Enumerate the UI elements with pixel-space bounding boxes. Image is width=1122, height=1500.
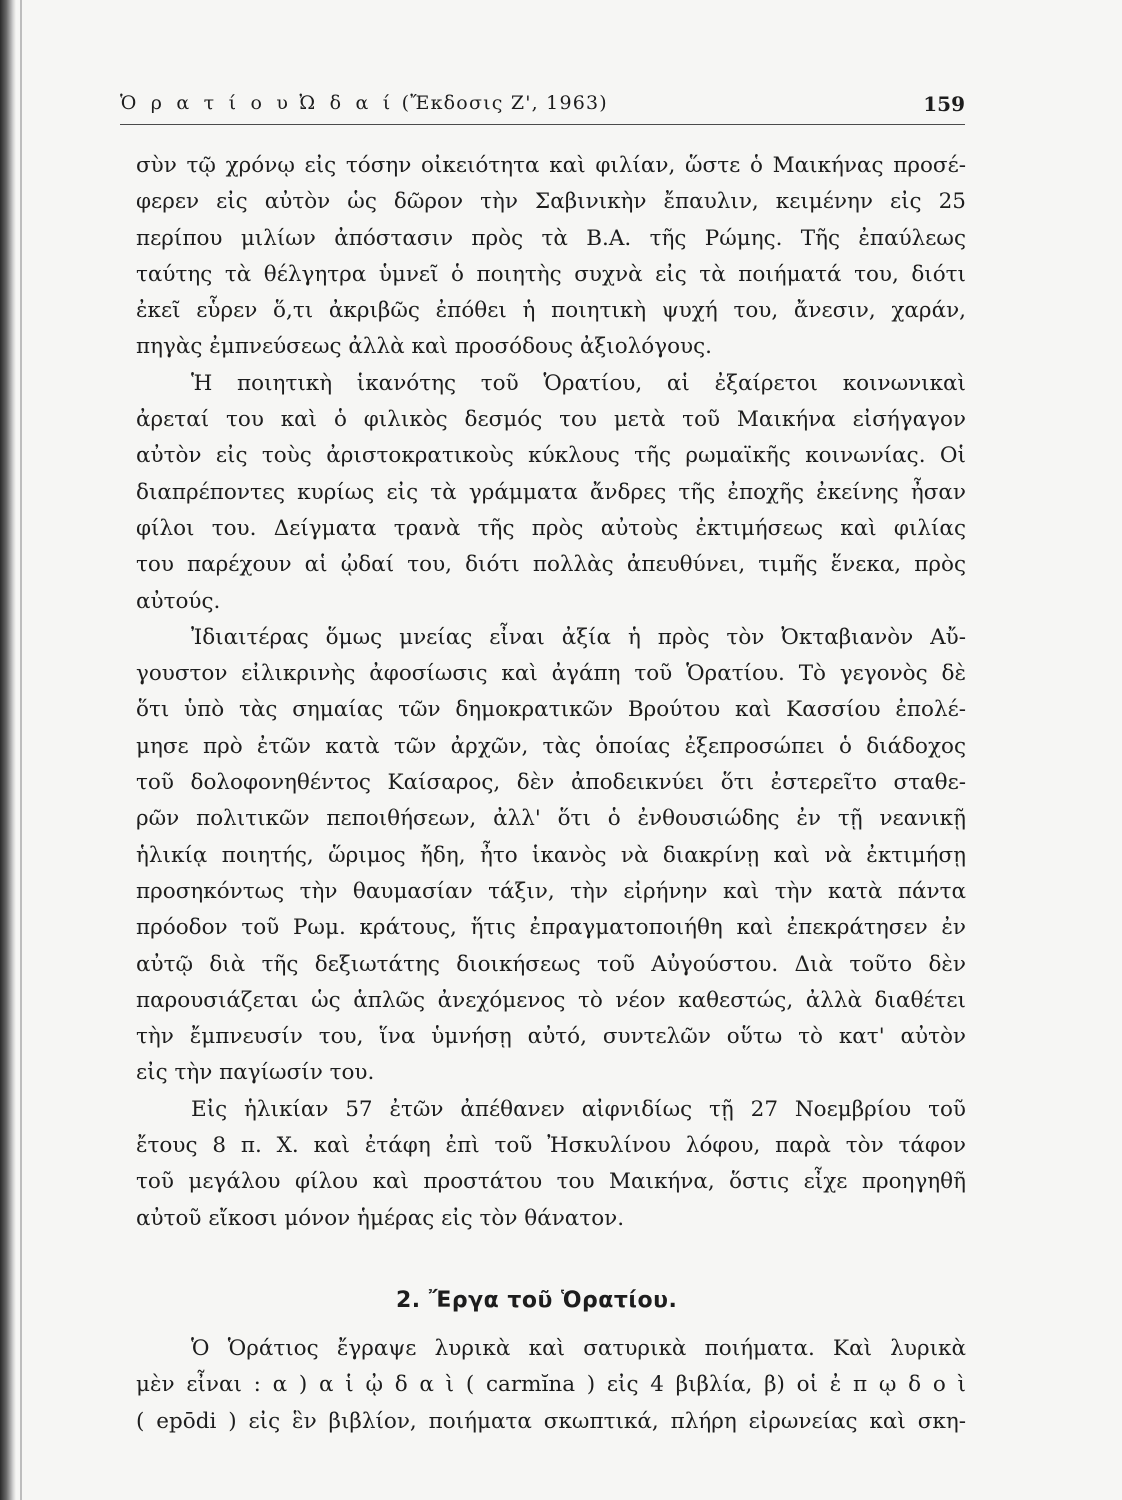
text-line: μησε πρὸ ἐτῶν κατὰ τῶν ἀρχῶν, τὰς ὁποίας ἐξεπροσώπει ὁ διάδοχος [136,733,966,759]
text-line: πρόοδον τοῦ Ρωμ. κράτους, ἥτις ἐπραγματοποιήθη καὶ ἐπεκράτησεν ἐν [136,915,966,941]
text-line: σὺν τῷ χρόνῳ εἰς τόσην οἰκειότητα καὶ φιλίαν, ὥστε ὁ Μαικήνας προσέ- [136,153,966,178]
text-line: Ἰδιαιτέρας ὅμως μνείας εἶναι ἀξία ἡ πρὸς τὸν Ὀκταβιανὸν Αὔ- [191,624,966,650]
paragraph-4 [136,1092,966,1237]
text-line: ρῶν πολιτικῶν πεποιθήσεων, ἀλλ' ὅτι ὁ ἐνθουσιώδης ἐν τῇ νεανικῇ [136,806,966,832]
header-rule [120,124,965,125]
text-line: αὐτοῦ εἴκοσι μόνον ἡμέρας εἰς τὸν θάνατον. [136,1205,625,1231]
paragraph-3 [136,620,966,1092]
text-line: ἐκεῖ εὗρεν ὅ,τι ἀκριβῶς ἐπόθει ἡ ποιητικὴ ψυχή του, ἄνεσιν, χαράν, [136,298,966,324]
text-line: ἀρεταί του καὶ ὁ φιλικὸς δεσμός του μετὰ τοῦ Μαικήνα εἰσήγαγον [136,407,966,433]
section-spacer [136,1237,966,1279]
text-line: Ἡ ποιητικὴ ἱκανότης τοῦ Ὁρατίου, αἱ ἐξαίρετοι κοινωνικαὶ [191,370,966,396]
text-line: πηγὰς ἐμπνεύσεως ἀλλὰ καὶ προσόδους ἀξιολόγους. [136,334,712,360]
text-line: αὐτῷ διὰ τῆς δεξιωτάτης διοικήσεως τοῦ Αὐγούστου. Διὰ τοῦτο δὲν [136,951,966,977]
text-line: ταύτης τὰ θέλγητρα ὑμνεῖ ὁ ποιητὴς συχνὰ εἰς τὰ ποιήματά του, διότι [136,261,966,287]
text-line: προσηκόντως τὴν θαυμασίαν τάξιν, τὴν εἰρήνην καὶ τὴν κατὰ πάντα [136,878,966,904]
text-line: αὐτὸν εἰς τοὺς ἀριστοκρατικοὺς κύκλους τῆς ρωμαϊκῆς κοινωνίας. Οἱ [136,443,966,469]
text-line: εἰς τὴν παγίωσίν του. [136,1060,375,1086]
paragraph-2 [136,366,966,620]
paragraph-5 [136,1331,966,1440]
running-head-title [120,92,608,114]
text-line: ἔτους 8 π. Χ. καὶ ἐτάφη ἐπὶ τοῦ Ἠσκυλίνου λόφου, παρὰ τὸν τάφον [136,1133,966,1159]
text-line: τοῦ δολοφονηθέντος Καίσαρος, δὲν ἀποδεικνύει ὅτι ἐστερεῖτο σταθε- [136,770,966,796]
running-head-author: Ὁ ρ α τ ί ο υ [120,92,293,114]
text-line: γουστον εἰλικρινὴς ἀφοσίωσις καὶ ἀγάπη τοῦ Ὁρατίου. Τὸ γεγονὸς δὲ [136,661,966,687]
running-head-edition: (Ἔκδοσις Ζ', 1963) [401,92,608,114]
text-line: αὐτούς. [136,588,221,614]
running-head-work: Ὠ δ α ί [299,92,395,114]
text-line: διαπρέποντες κυρίως εἰς τὰ γράμματα ἄνδρες τῆς ἐποχῆς ἐκείνης ἦσαν [136,479,966,505]
text-line: ἡλικίᾳ ποιητής, ὥριμος ἤδη, ἦτο ἱκανὸς νὰ διακρίνῃ καὶ νὰ ἐκτιμήσῃ [136,842,966,868]
section-heading: 2. Ἔργα τοῦ Ὁρατίου. [396,1287,678,1313]
text-line: ὅτι ὑπὸ τὰς σημαίας τῶν δημοκρατικῶν Βρούτου καὶ Κασσίου ἐπολέ- [136,697,966,723]
text-line: Ὁ Ὁράτιος ἔγραψε λυρικὰ καὶ σατυρικὰ ποιήματα. Καὶ λυρικὰ [191,1335,966,1361]
text-line: Εἰς ἡλικίαν 57 ἐτῶν ἀπέθανεν αἰφνιδίως τῇ 27 Νοεμβρίου τοῦ [191,1096,966,1122]
text-line: περίπου μιλίων ἀπόστασιν πρὸς τὰ Β.Α. τῆς Ρώμης. Τῆς ἐπαύλεως [136,225,966,251]
running-head [120,92,965,122]
page-binding-shadow [0,0,16,1500]
paragraph-1 [136,148,966,366]
text-line: τοῦ μεγάλου φίλου καὶ προστάτου του Μαικήνα, ὅστις εἶχε προηγηθῆ [136,1169,966,1195]
text-line: τὴν ἔμπνευσίν του, ἵνα ὑμνήσῃ αὐτό, συντελῶν οὕτω τὸ κατ' αὐτὸν [136,1024,966,1050]
text-line: φερεν εἰς αὐτὸν ὡς δῶρον τὴν Σαβινικὴν ἔπαυλιν, κειμένην εἰς 25 [136,189,966,215]
page-binding-edge [20,0,22,1500]
text-line: φίλοι του. Δείγματα τρανὰ τῆς πρὸς αὐτοὺς ἐκτιμήσεως καὶ φιλίας [136,515,966,541]
text-line: μὲν εἶναι : α ) α ἱ ᾠ δ α ὶ ( carmĭna ) εἰς 4 βιβλία, β) οἱ ἐ π ῳ δ ο ὶ [136,1372,966,1398]
text-line: του παρέχουν αἱ ᾠδαί του, διότι πολλὰς ἀπευθύνει, τιμῆς ἕνεκα, πρὸς [136,552,966,578]
page-number: 159 [923,92,965,116]
text-line: παρουσιάζεται ὡς ἁπλῶς ἀνεχόμενος τὸ νέον καθεστώς, ἀλλὰ διαθέτει [136,987,966,1013]
page-body [136,148,966,1440]
text-line: ( epōdi ) εἰς ἓν βιβλίον, ποιήματα σκωπτικά, πλήρη εἰρωνείας καὶ σκη- [136,1408,966,1434]
